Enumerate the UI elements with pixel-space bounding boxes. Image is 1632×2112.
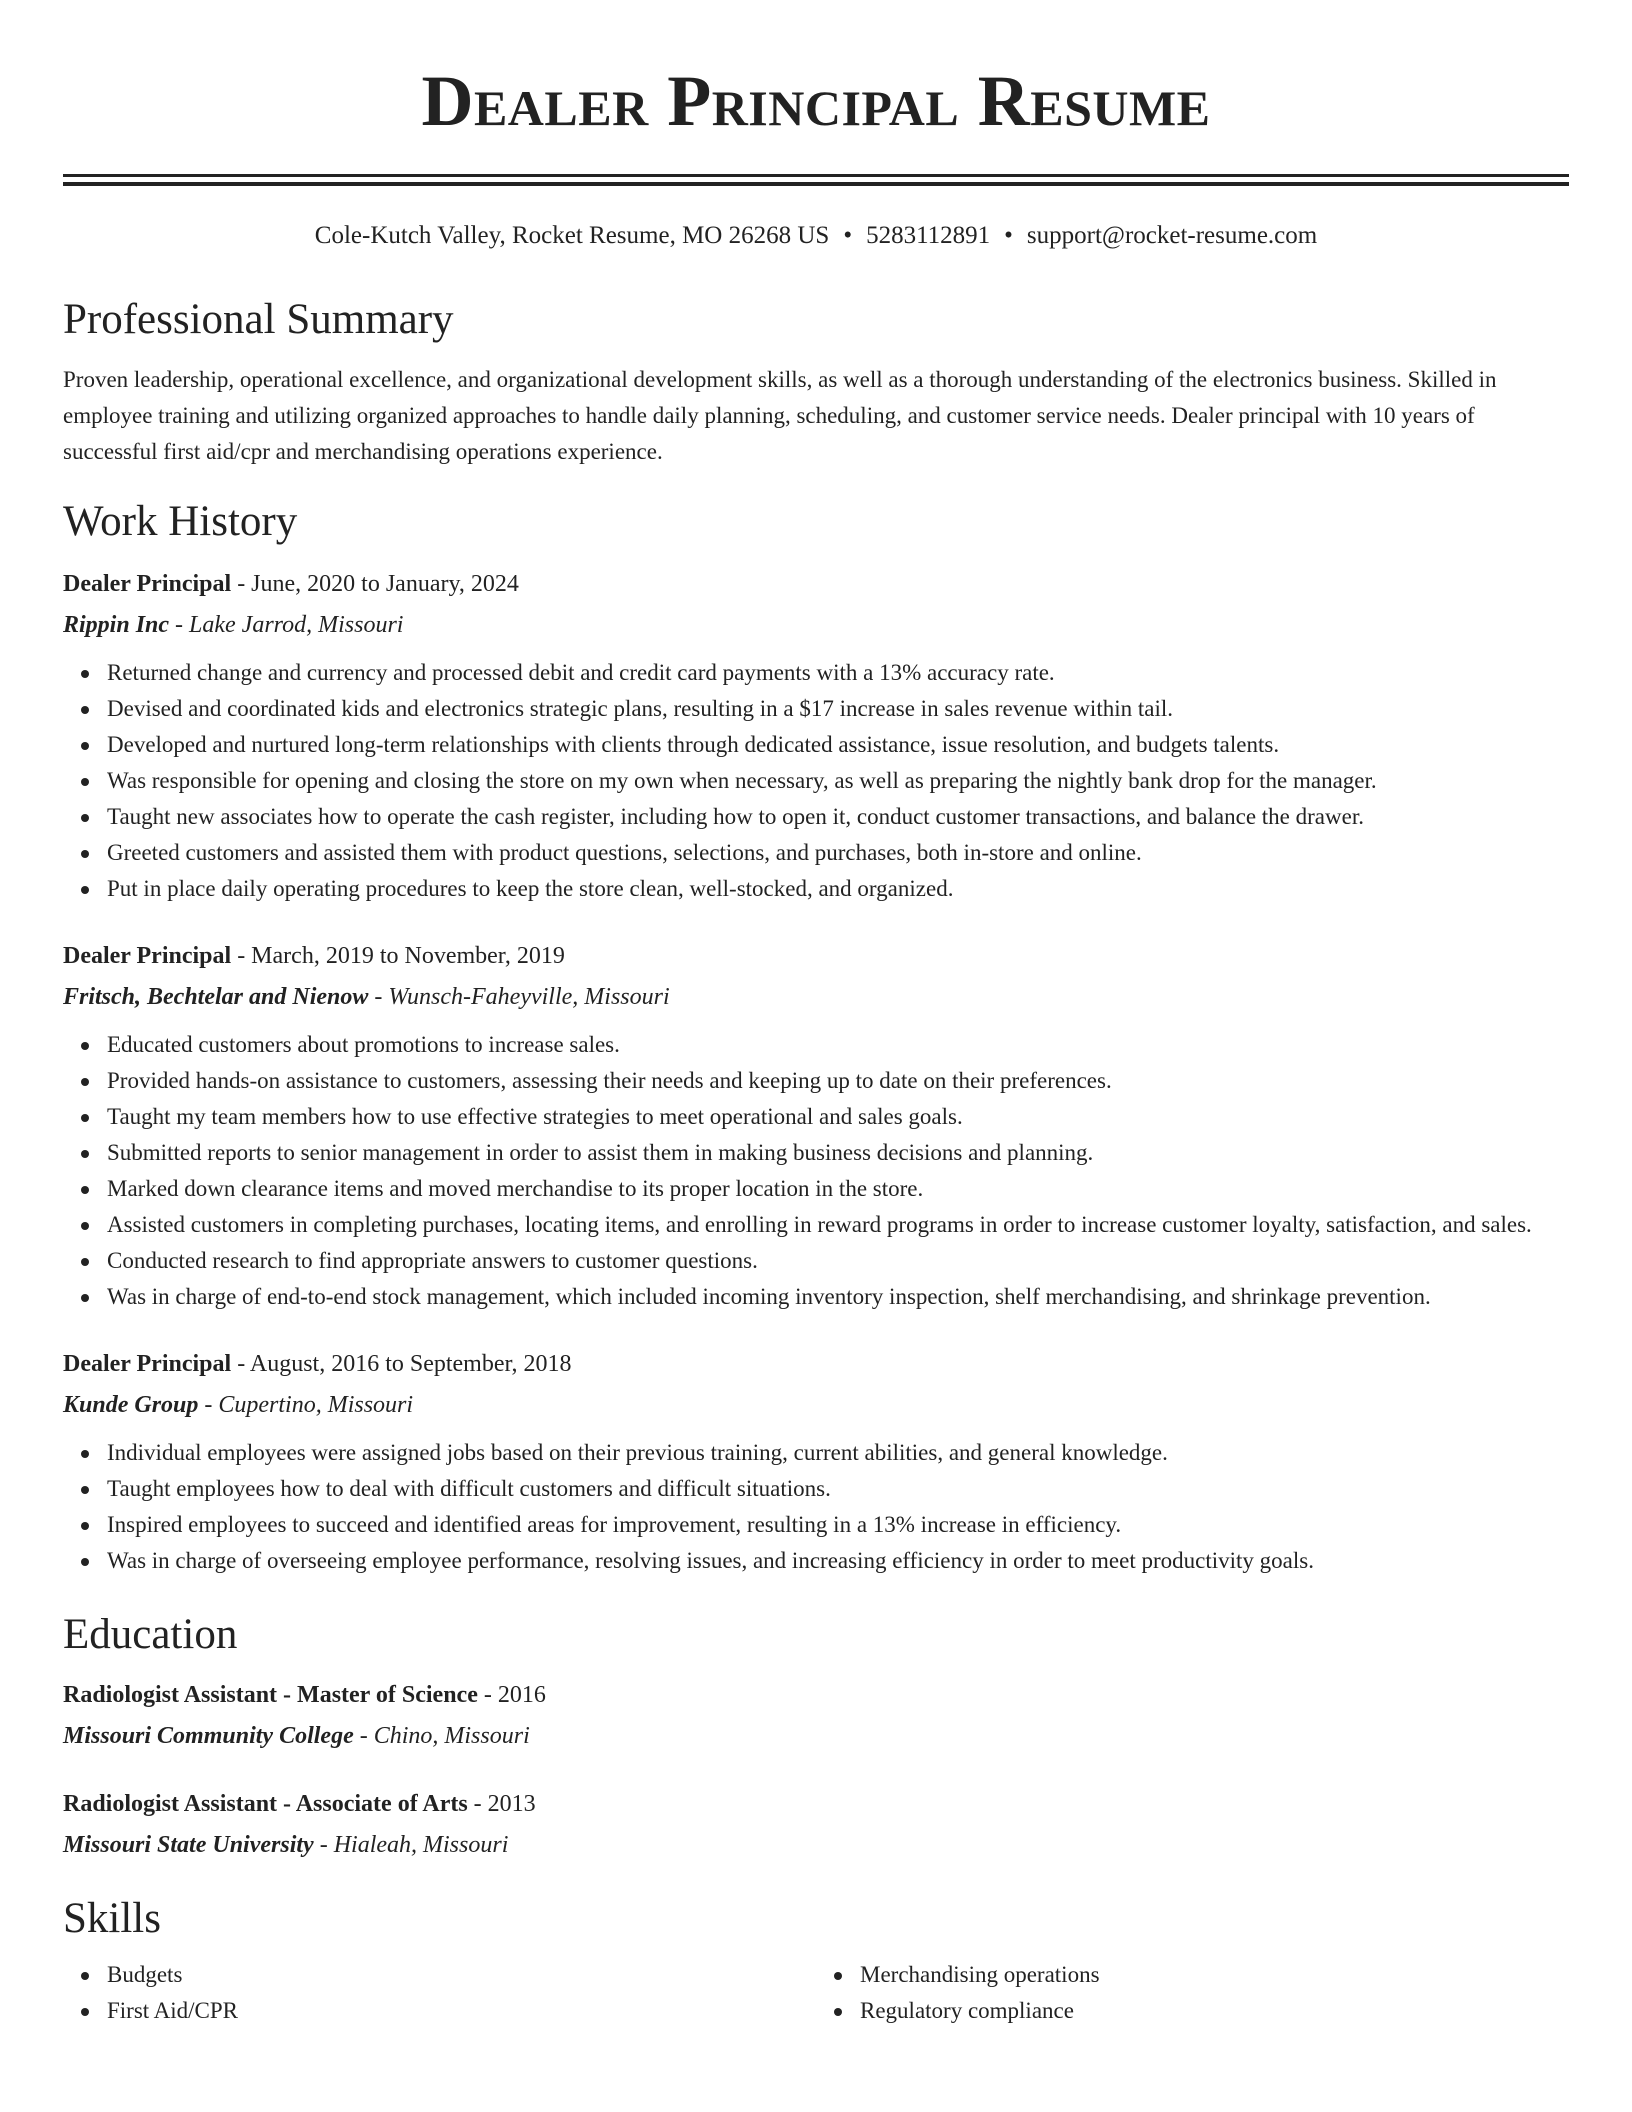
job-bullet: Taught employees how to deal with difficult customers and difficult situations. — [107, 1471, 1569, 1507]
education-location: - Hialeah, Missouri — [313, 1832, 509, 1858]
skill-item: Merchandising operations — [860, 1957, 1569, 1993]
job-location: - Cupertino, Missouri — [198, 1392, 414, 1418]
job-title-line — [63, 938, 1569, 974]
job-title: Dealer Principal — [63, 1351, 232, 1377]
job-bullet: Inspired employees to succeed and identified areas for improvement, resulting in a 13% increase in efficiency. — [107, 1507, 1569, 1543]
job-company-line — [63, 1387, 1569, 1423]
job-bullet: Submitted reports to senior management in order to assist them in making business decisions and planning. — [107, 1135, 1569, 1171]
summary-text: Proven leadership, operational excellence, and organizational development skills, as well as a thorough understanding of the electronics business. Skilled in employee training and utilizing organized approaches to handle daily planning, scheduling, and customer service needs. Dealer principal with 10 years of successful first aid/cpr and merchandising operations experience. — [63, 367, 1497, 464]
job-bullet: Returned change and currency and processed debit and credit card payments with a 13% accuracy rate. — [107, 655, 1569, 691]
job-bullet: Greeted customers and assisted them with product questions, selections, and purchases, both in-store and online. — [107, 835, 1569, 871]
job-bullet: Taught my team members how to use effective strategies to meet operational and sales goals. — [107, 1099, 1569, 1135]
job-bullet: Was in charge of end-to-end stock management, which included incoming inventory inspection, shelf merchandising, and shrinkage prevention. — [107, 1279, 1569, 1315]
job-bullet: Individual employees were assigned jobs based on their previous training, current abilities, and general knowledge. — [107, 1435, 1569, 1471]
work-history-heading: Work History — [63, 498, 298, 545]
contact-address: Cole-Kutch Valley, Rocket Resume, MO 26268 US — [314, 222, 830, 249]
job-company: Fritsch, Bechtelar and Nienow — [63, 984, 369, 1010]
education-school-line — [63, 1718, 1569, 1754]
skills-heading: Skills — [63, 1895, 161, 1942]
job-bullet: Provided hands-on assistance to customers, assessing their needs and keeping up to date on their preferences. — [107, 1063, 1569, 1099]
summary-heading: Professional Summary — [63, 296, 454, 343]
job-dates: - August, 2016 to September, 2018 — [231, 1351, 572, 1377]
contact-separator: • — [1004, 222, 1013, 249]
job-bullet: Was in charge of overseeing employee performance, resolving issues, and increasing efficiency in order to meet productivity goals. — [107, 1543, 1569, 1579]
title-rule-bottom — [63, 182, 1569, 186]
job-location: - Lake Jarrod, Missouri — [169, 612, 404, 638]
job-bullets — [63, 655, 1569, 907]
education-degree: Radiologist Assistant - Associate of Arts — [63, 1791, 468, 1817]
contact-line — [63, 220, 1569, 252]
education-location: - Chino, Missouri — [353, 1723, 530, 1749]
job-location: - Wunsch-Faheyville, Missouri — [368, 984, 670, 1010]
skill-item: Budgets — [107, 1957, 816, 1993]
job-bullets — [63, 1435, 1569, 1579]
job-title-line — [63, 566, 1569, 602]
contact-phone: 5283112891 — [866, 222, 991, 249]
education-heading: Education — [63, 1611, 238, 1658]
job-entry — [63, 938, 1569, 1315]
job-company-line — [63, 607, 1569, 643]
job-entry — [63, 566, 1569, 907]
skills-list-left — [63, 1957, 816, 2029]
job-bullet: Educated customers about promotions to increase sales. — [107, 1027, 1569, 1063]
contact-email: support@rocket-resume.com — [1026, 222, 1318, 249]
education-degree-line — [63, 1786, 1569, 1822]
skill-item: Regulatory compliance — [860, 1993, 1569, 2029]
education-school: Missouri Community College — [63, 1723, 354, 1749]
job-dates: - June, 2020 to January, 2024 — [231, 571, 519, 597]
education-school: Missouri State University — [63, 1832, 314, 1858]
job-bullet: Put in place daily operating procedures to keep the store clean, well-stocked, and organized. — [107, 871, 1569, 907]
job-title-line — [63, 1346, 1569, 1382]
job-company-line — [63, 979, 1569, 1015]
job-title: Dealer Principal — [63, 943, 232, 969]
skill-item: First Aid/CPR — [107, 1993, 816, 2029]
education-degree-line — [63, 1677, 1569, 1713]
job-bullet: Taught new associates how to operate the cash register, including how to open it, conduct customer transactions, and balance the drawer. — [107, 799, 1569, 835]
job-bullet: Was responsible for opening and closing the store on my own when necessary, as well as preparing the nightly bank drop for the manager. — [107, 763, 1569, 799]
contact-separator: • — [843, 222, 853, 249]
skills-list-right — [816, 1957, 1569, 2029]
job-dates: - March, 2019 to November, 2019 — [231, 943, 565, 969]
job-bullet: Conducted research to find appropriate answers to customer questions. — [107, 1243, 1569, 1279]
education-degree: Radiologist Assistant - Master of Science — [63, 1682, 478, 1708]
job-company: Rippin Inc — [63, 612, 170, 638]
job-bullet: Marked down clearance items and moved merchandise to its proper location in the store. — [107, 1171, 1569, 1207]
resume-title: Dealer Principal Resume — [421, 61, 1211, 141]
education-year: - 2016 — [477, 1682, 546, 1708]
job-company: Kunde Group — [63, 1392, 199, 1418]
education-year: - 2013 — [467, 1791, 536, 1817]
job-bullet: Devised and coordinated kids and electronics strategic plans, resulting in a $17 increase in sales revenue within tail. — [107, 691, 1569, 727]
job-bullets — [63, 1027, 1569, 1315]
job-bullet: Assisted customers in completing purchases, locating items, and enrolling in reward programs in order to increase customer loyalty, satisfaction, and sales. — [107, 1207, 1569, 1243]
skills-columns — [63, 1951, 1569, 2029]
education-school-line — [63, 1827, 1569, 1863]
job-bullet: Developed and nurtured long-term relationships with clients through dedicated assistance, issue resolution, and budgets talents. — [107, 727, 1569, 763]
title-rule-top — [63, 174, 1569, 177]
job-title: Dealer Principal — [63, 571, 232, 597]
job-entry — [63, 1346, 1569, 1579]
